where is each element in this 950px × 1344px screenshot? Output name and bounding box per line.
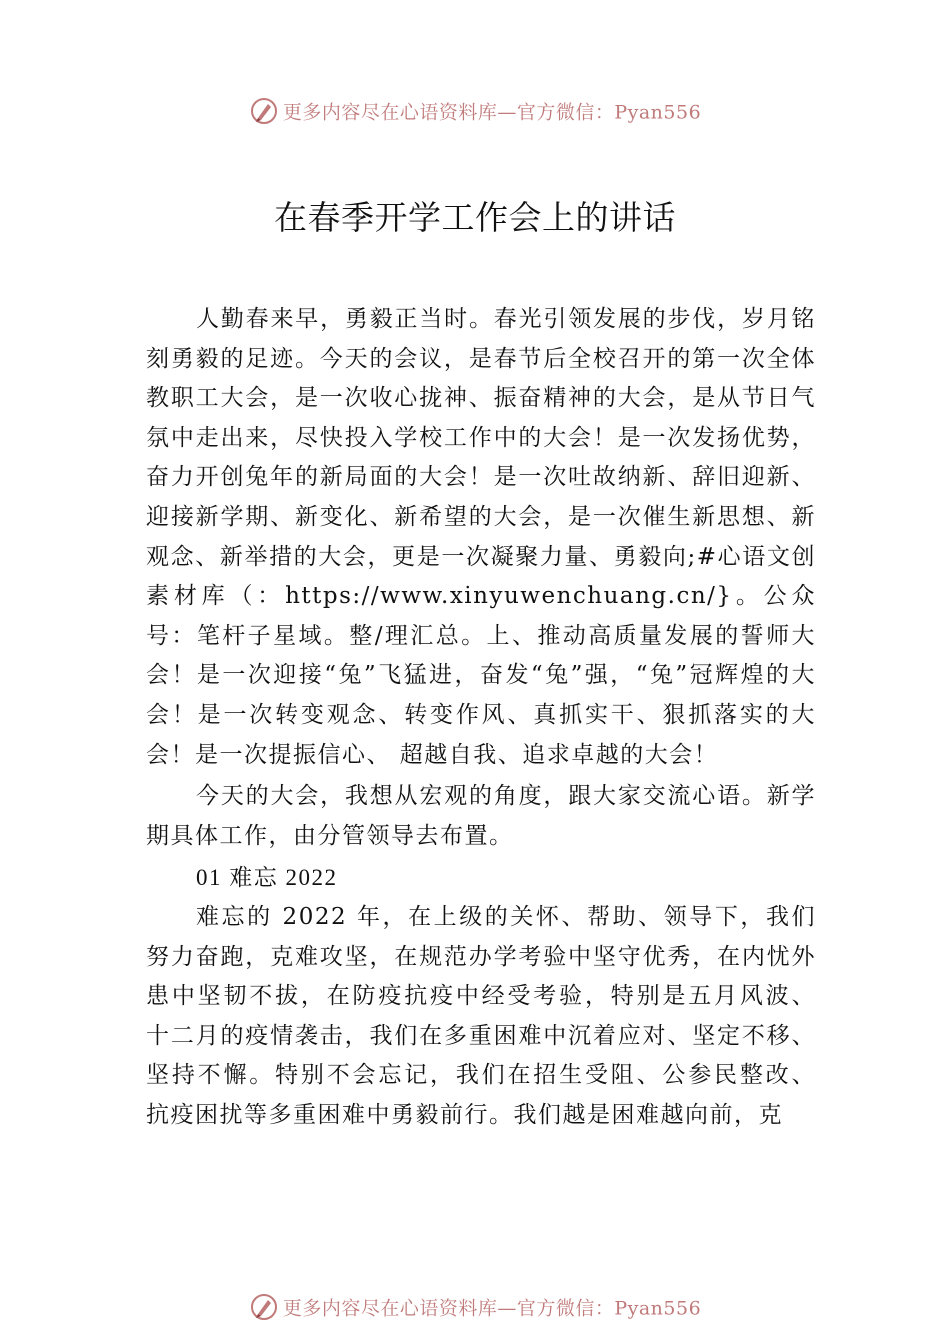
paragraph: 今天的大会，我想从宏观的角度，跟大家交流心语。新学期具体工作，由分管领导去布置。 [146, 783, 816, 849]
paragraph: 人勤春来早，勇毅正当时。春光引领发展的步伐，岁月铭刻勇毅的足迹。今天的会议，是春节后全校召开的第一次全体教职工大会，是一次收心拢神、振奋精神的大会，是从节日气氛中走出来，尽快投入学校工作中的大会！是一次发扬优势，奋力开创兔年的新局面的大会！是一次吐故纳新、辞旧迎新、迎接新学期、新变化、新希望的大会，是一次催生新思想、新观念、新举措的大会，更是一次凝聚力量、勇毅向;#心语文创素材库（：https://www.xinyuwenchuang.cn/}。公众号：笔杆子星域。整/理汇总。上、推动高质量发展的誓师大会！是一次迎接“兔”飞猛进，奋发“兔”强，“兔”冠辉煌的大会！是一次转变观念、转变作风、真抓实干、狠抓落实的大会！是一次提振信心、 超越自我、追求卓越的大会！ [146, 306, 816, 768]
header-watermark [0, 96, 950, 126]
pen-nib-logo-icon [249, 96, 279, 126]
footer-watermark [0, 1292, 950, 1322]
document-body [146, 300, 816, 1135]
paragraph: 难忘的 2022 年，在上级的关怀、帮助、领导下，我们努力奋跑，克难攻坚，在规范办学考验中坚守优秀，在内忧外患中坚韧不拔，在防疫抗疫中经受考验，特别是五月风波、 十二月的疫情袭击，我们在多重困难中沉着应对、坚定不移、坚持不懈。特别不会忘记，我们在招生受阻、公参民整改、 抗疫困扰等多重困难中勇毅前行。我们越是困难越向前，克 [146, 903, 816, 1128]
document-title: 在春季开学工作会上的讲话 [274, 198, 676, 237]
pen-nib-logo-icon [249, 1292, 279, 1322]
section-heading: 01 难忘 2022 [196, 865, 338, 891]
watermark-text: 更多内容尽在心语资料库—官方微信：Pyan556 [282, 1297, 702, 1320]
watermark-text: 更多内容尽在心语资料库—官方微信：Pyan556 [282, 101, 702, 124]
